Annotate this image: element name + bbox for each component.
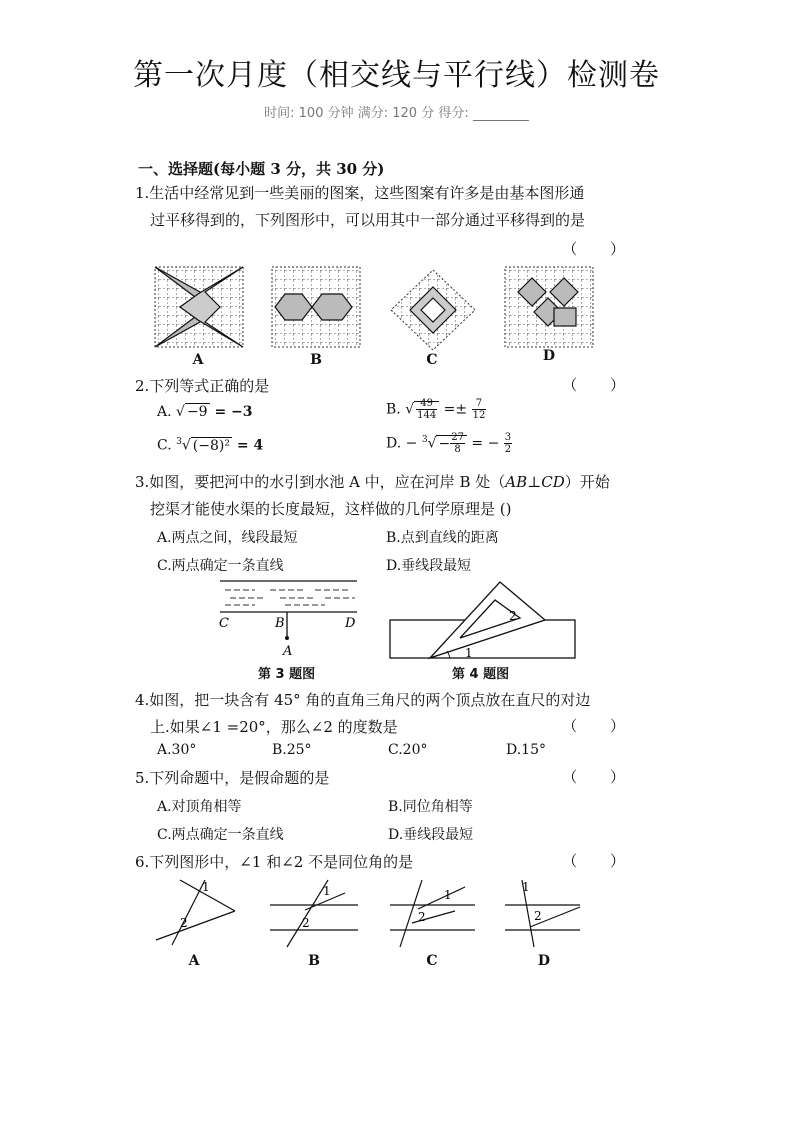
fig4-caption: 第 4 题图	[452, 667, 510, 682]
q6-c-angle2: 2	[418, 910, 426, 924]
q6-b-angle2: 2	[302, 916, 310, 930]
fig4-angle1-label: 1	[465, 646, 473, 660]
q6-c-angle1: 1	[444, 888, 452, 902]
fig3-label-c: C	[219, 616, 229, 631]
q2-opt-d-mid: = −	[466, 435, 504, 452]
exam-meta-text: 时间: 100 分钟 满分: 120 分 得分:	[264, 106, 473, 121]
q1-answer-paren: （ ）	[562, 240, 639, 258]
q6-a-angle2: 2	[180, 916, 188, 930]
q6-a-angle1: 1	[202, 880, 210, 894]
q2-opt-b-num: 49	[416, 398, 437, 410]
score-blank	[473, 108, 529, 121]
q2-option-c: C. $^3$√ (−8)² = 4	[157, 437, 264, 454]
q2-opt-d-index: 3	[421, 434, 428, 445]
q6-figure-c	[390, 880, 475, 947]
q4-option-a: A.30°	[157, 742, 197, 758]
fig3-label-a: A	[283, 644, 293, 659]
q4-option-b: B.25°	[272, 742, 312, 758]
q3-option-a: A.两点之间，线段最短	[157, 530, 298, 546]
q2-opt-d-label: D.	[386, 435, 402, 452]
q3-line1-text: 3.如图，要把河中的水引到水池 A 中，应在河岸 B 处（	[135, 473, 506, 491]
q6-b-angle1: 1	[323, 884, 331, 898]
q2-opt-d-den: 8	[454, 444, 461, 455]
q2-option-b: B. √ $\frac{49}{144}$ =± $\frac{7}{12}$	[386, 398, 486, 421]
fig3-label-d: D	[345, 616, 356, 631]
q2-opt-a-radicand: −9	[186, 404, 208, 420]
q2-option-a: A. √ −9 = −3	[157, 404, 253, 420]
q2-answer-paren: （ ）	[562, 376, 639, 394]
q2-opt-a-label: A.	[157, 404, 172, 420]
fig3-caption: 第 3 题图	[258, 667, 316, 682]
q6-figure-a	[156, 880, 235, 945]
q6-figure-d	[505, 880, 580, 947]
q6-label-b: B	[308, 953, 320, 969]
q2-opt-d-num: 27	[451, 432, 464, 443]
fig4-ruler-triangle-diagram	[385, 580, 580, 660]
q3-line1-end: ）开始	[564, 473, 610, 491]
q4-answer-paren: （ ）	[562, 717, 639, 735]
q2-opt-d-rnum: 3	[504, 432, 512, 443]
q4-option-d: D.15°	[506, 742, 546, 758]
q2-opt-c-label: C.	[157, 437, 172, 454]
q2-option-d: D. − $^3$√ − $\frac{27}{8}$ = − $\frac{3}{2}$	[386, 432, 512, 455]
q1-label-a: A	[192, 352, 204, 368]
q2-opt-b-den: 144	[417, 410, 437, 421]
page-title: 第一次月度（相交线与平行线）检测卷	[133, 58, 660, 93]
q6-figure-b	[270, 880, 358, 947]
q5-option-a: A.对顶角相等	[157, 799, 242, 815]
q2-opt-d-pre: −	[401, 435, 422, 452]
q6-label-c: C	[426, 953, 438, 969]
fig3-label-b: B	[275, 616, 285, 631]
q3-option-b: B.点到直线的距离	[386, 530, 499, 546]
q1-figure-a	[155, 267, 243, 347]
fig4-angle2-label: 2	[509, 609, 517, 623]
q2-opt-b-rden: 12	[472, 410, 486, 421]
q6-figures	[150, 875, 600, 950]
q1-label-c: C	[426, 352, 438, 368]
q1-figures	[150, 262, 650, 372]
q5-option-b: B.同位角相等	[388, 799, 473, 815]
q1-label-b: B	[310, 352, 322, 368]
q5-stem: 5.下列命题中，是假命题的是	[135, 769, 330, 787]
q3-line1	[135, 470, 665, 495]
q1-figure-d	[505, 267, 593, 347]
q6-stem: 6.下列图形中，∠1 和∠2 不是同位角的是	[135, 853, 414, 871]
q5-option-c: C.两点确定一条直线	[157, 827, 284, 843]
q2-opt-b-rnum: 7	[472, 398, 487, 410]
q1-figure-b	[272, 267, 360, 347]
q2-stem: 2.下列等式正确的是	[135, 377, 270, 395]
fig3-river-diagram	[215, 575, 365, 660]
q6-answer-paren: （ ）	[562, 852, 639, 870]
q1-line1: 1.生活中经常见到一些美丽的图案，这些图案有许多是由基本图形通	[135, 184, 585, 202]
q2-opt-a-rhs: = −3	[209, 404, 253, 420]
q3-option-c: C.两点确定一条直线	[157, 558, 284, 574]
q4-line2: 上.如果∠1 =20°，那么∠2 的度数是	[150, 718, 398, 736]
q4-line1: 4.如图，把一块含有 45° 角的直角三角尺的两个顶点放在直尺的对边	[135, 691, 591, 709]
q5-answer-paren: （ ）	[562, 768, 639, 786]
q6-d-angle1: 1	[522, 880, 530, 894]
q1-figure-c	[391, 270, 475, 350]
q2-opt-d-neg: −	[438, 435, 451, 452]
q3-line1-math: AB⊥CD	[505, 473, 565, 491]
q2-opt-b-label: B.	[386, 401, 401, 418]
q2-opt-d-rden: 2	[504, 444, 512, 455]
q2-opt-c-radicand: (−8)²	[192, 437, 230, 454]
q2-opt-c-rhs: = 4	[231, 437, 264, 454]
q6-label-d: D	[537, 953, 551, 969]
section-heading: 一、选择题(每小题 3 分，共 30 分)	[138, 160, 385, 178]
q2-opt-c-index: 3	[176, 437, 182, 447]
q2-opt-b-mid: =±	[439, 401, 472, 418]
q4-option-c: C.20°	[388, 742, 428, 758]
exam-meta	[0, 102, 793, 121]
q3-line2: 挖渠才能使水渠的长度最短，这样做的几何学原理是 ()	[150, 500, 512, 518]
q1-line2: 过平移得到的，下列图形中，可以用其中一部分通过平移得到的是	[150, 211, 586, 229]
q3-option-d: D.垂线段最短	[386, 558, 472, 574]
q1-label-d: D	[542, 348, 556, 364]
q6-label-a: A	[188, 953, 200, 969]
q6-d-angle2: 2	[534, 909, 542, 923]
q5-option-d: D.垂线段最短	[388, 827, 474, 843]
